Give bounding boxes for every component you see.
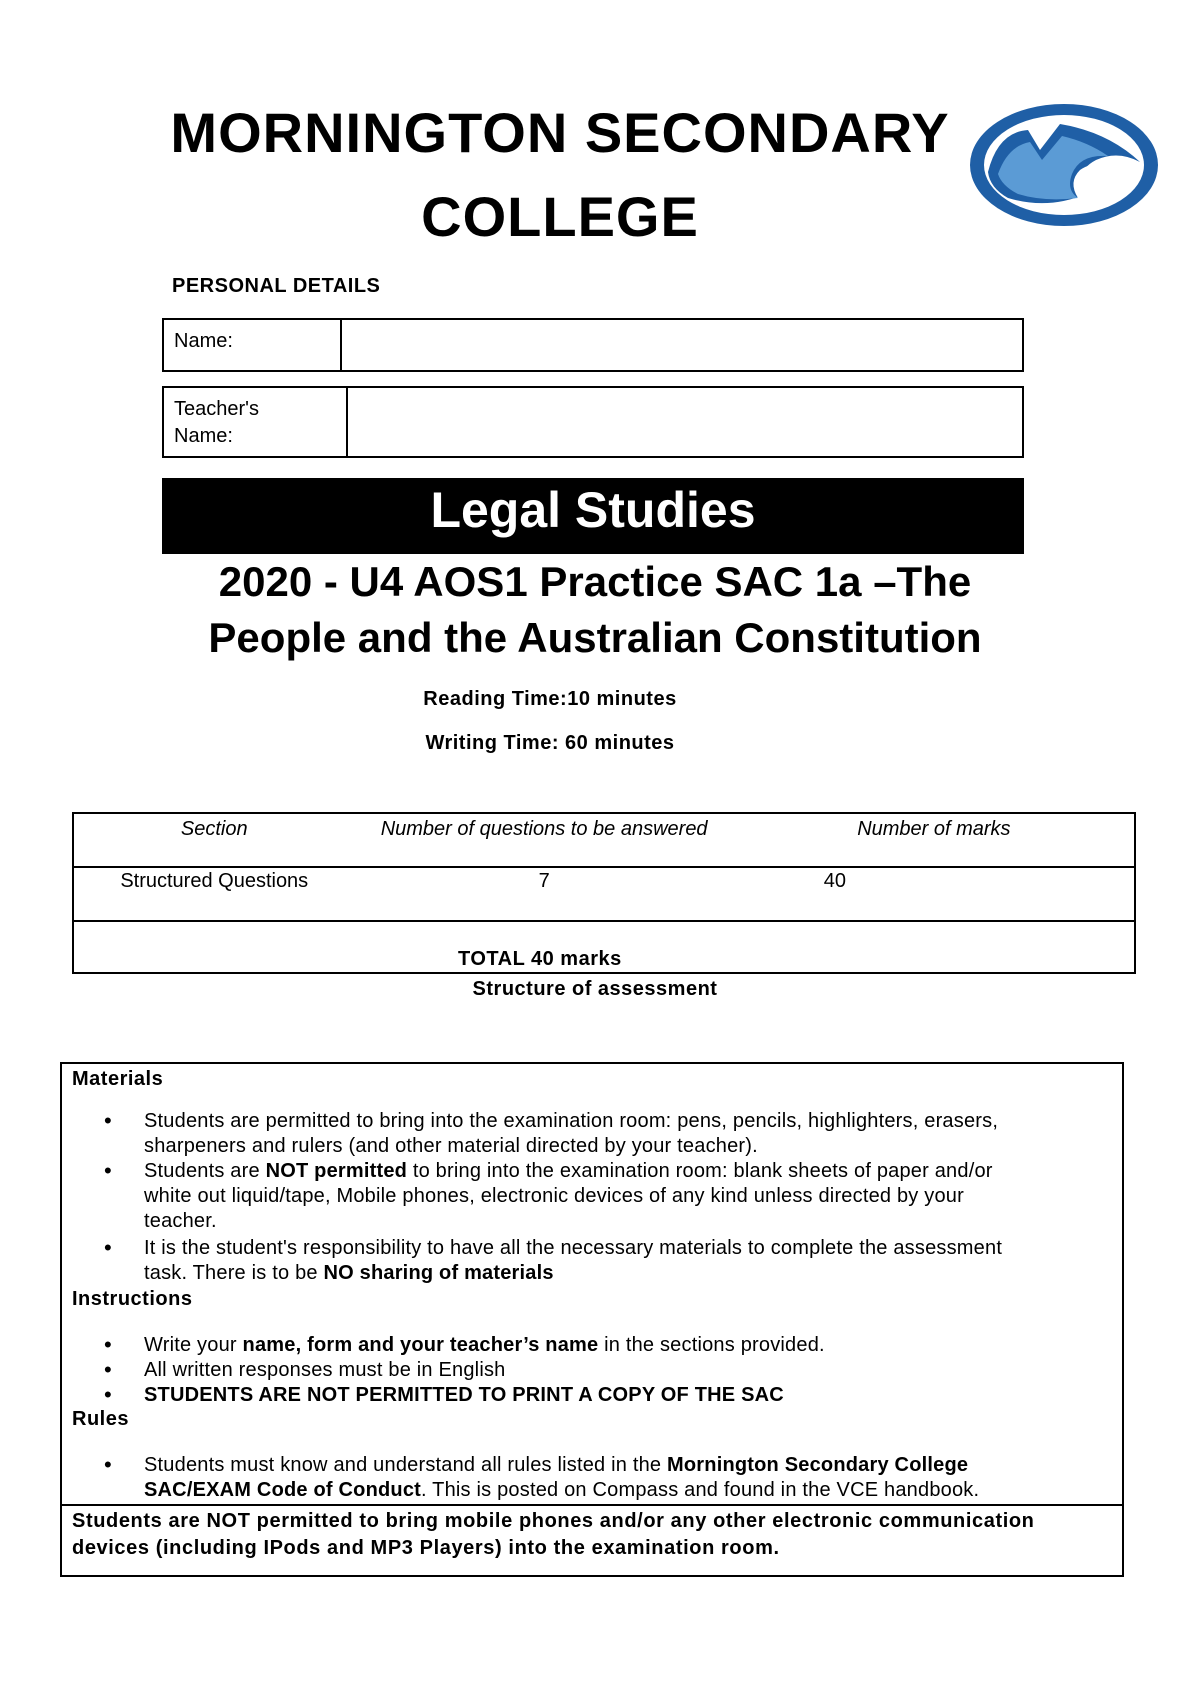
- rules-heading: Rules: [72, 1408, 129, 1430]
- bullet-icon: [104, 1452, 114, 1478]
- bullet-icon: [104, 1332, 114, 1358]
- sac-title-line2: People and the Australian Constitution: [208, 614, 982, 661]
- reading-time: Reading Time:10 minutes: [423, 688, 677, 710]
- instructions-item-1: Write your name, form and your teacher’s name in the sections provided.: [144, 1334, 825, 1356]
- teacher-name-label: [164, 388, 348, 456]
- header-questions: Number of questions to be answered: [355, 813, 734, 867]
- divider: [62, 1504, 1122, 1506]
- total-marks-text: TOTAL 40 marks: [458, 948, 622, 970]
- subject-banner: Legal Studies: [162, 478, 1024, 554]
- bullet-icon: [104, 1235, 114, 1261]
- materials-heading: Materials: [72, 1068, 164, 1090]
- table-caption: Structure of assessment: [472, 978, 718, 1000]
- school-name-line1: MORNINGTON SECONDARY: [170, 101, 950, 164]
- bullet-icon: [104, 1108, 114, 1134]
- rules-item-1: Students must know and understand all rules listed in the Mornington Secondary College SAC/EXAM Code of Conduct. This is posted on Compass and found in the VCE handbook.: [144, 1454, 980, 1501]
- header-marks: Number of marks: [734, 813, 1135, 867]
- instructions-heading: Instructions: [72, 1288, 193, 1310]
- name-row: [162, 318, 1024, 372]
- materials-item-1: Students are permitted to bring into the examination room: pens, pencils, highlighters, erasers, sharpeners and rulers (and other material directed by your teacher).: [144, 1110, 999, 1157]
- device-warning: Students are NOT permitted to bring mobile phones and/or any other electronic communication devices (including IPods and MP3 Players) into the examination room.: [72, 1510, 1035, 1559]
- cell-section: Structured Questions: [73, 867, 355, 921]
- cell-questions: 7: [355, 867, 734, 921]
- name-field[interactable]: [342, 320, 1022, 370]
- writing-time: Writing Time: 60 minutes: [425, 732, 675, 754]
- bullet-icon: [104, 1357, 114, 1383]
- sac-title-line1: 2020 - U4 AOS1 Practice SAC 1a –The: [218, 558, 972, 605]
- table-row: [73, 867, 1135, 921]
- bullet-icon: [104, 1158, 114, 1184]
- header-section: Section: [73, 813, 355, 867]
- materials-item-3: It is the student's responsibility to have all the necessary materials to complete the assessment task. There is to be NO sharing of materials: [144, 1237, 1003, 1284]
- teacher-label-line1: Teacher's: [174, 398, 259, 420]
- name-label: Name:: [164, 320, 342, 370]
- school-wave-logo-icon: [968, 102, 1160, 228]
- total-marks: [73, 921, 1135, 973]
- cell-marks: 40: [734, 867, 1135, 921]
- teacher-name-row: [162, 386, 1024, 458]
- bullet-icon: [104, 1382, 114, 1408]
- assessment-structure-table: [72, 812, 1136, 974]
- personal-details-heading: PERSONAL DETAILS: [172, 275, 381, 297]
- materials-item-2: Students are NOT permitted to bring into the examination room: blank sheets of paper and/or white out liquid/tape, Mobile phones, electronic devices of any kind unless directed by your teacher.: [144, 1160, 993, 1232]
- sac-title: [150, 554, 1040, 666]
- instructions-item-3: STUDENTS ARE NOT PERMITTED TO PRINT A COPY OF THE SAC: [144, 1384, 784, 1406]
- school-name-line2: COLLEGE: [421, 185, 699, 248]
- teacher-name-field[interactable]: [348, 388, 1022, 456]
- instructions-item-2: All written responses must be in English: [144, 1359, 506, 1381]
- rules-information-box: [60, 1062, 1124, 1577]
- teacher-label-line2: Name:: [174, 425, 233, 447]
